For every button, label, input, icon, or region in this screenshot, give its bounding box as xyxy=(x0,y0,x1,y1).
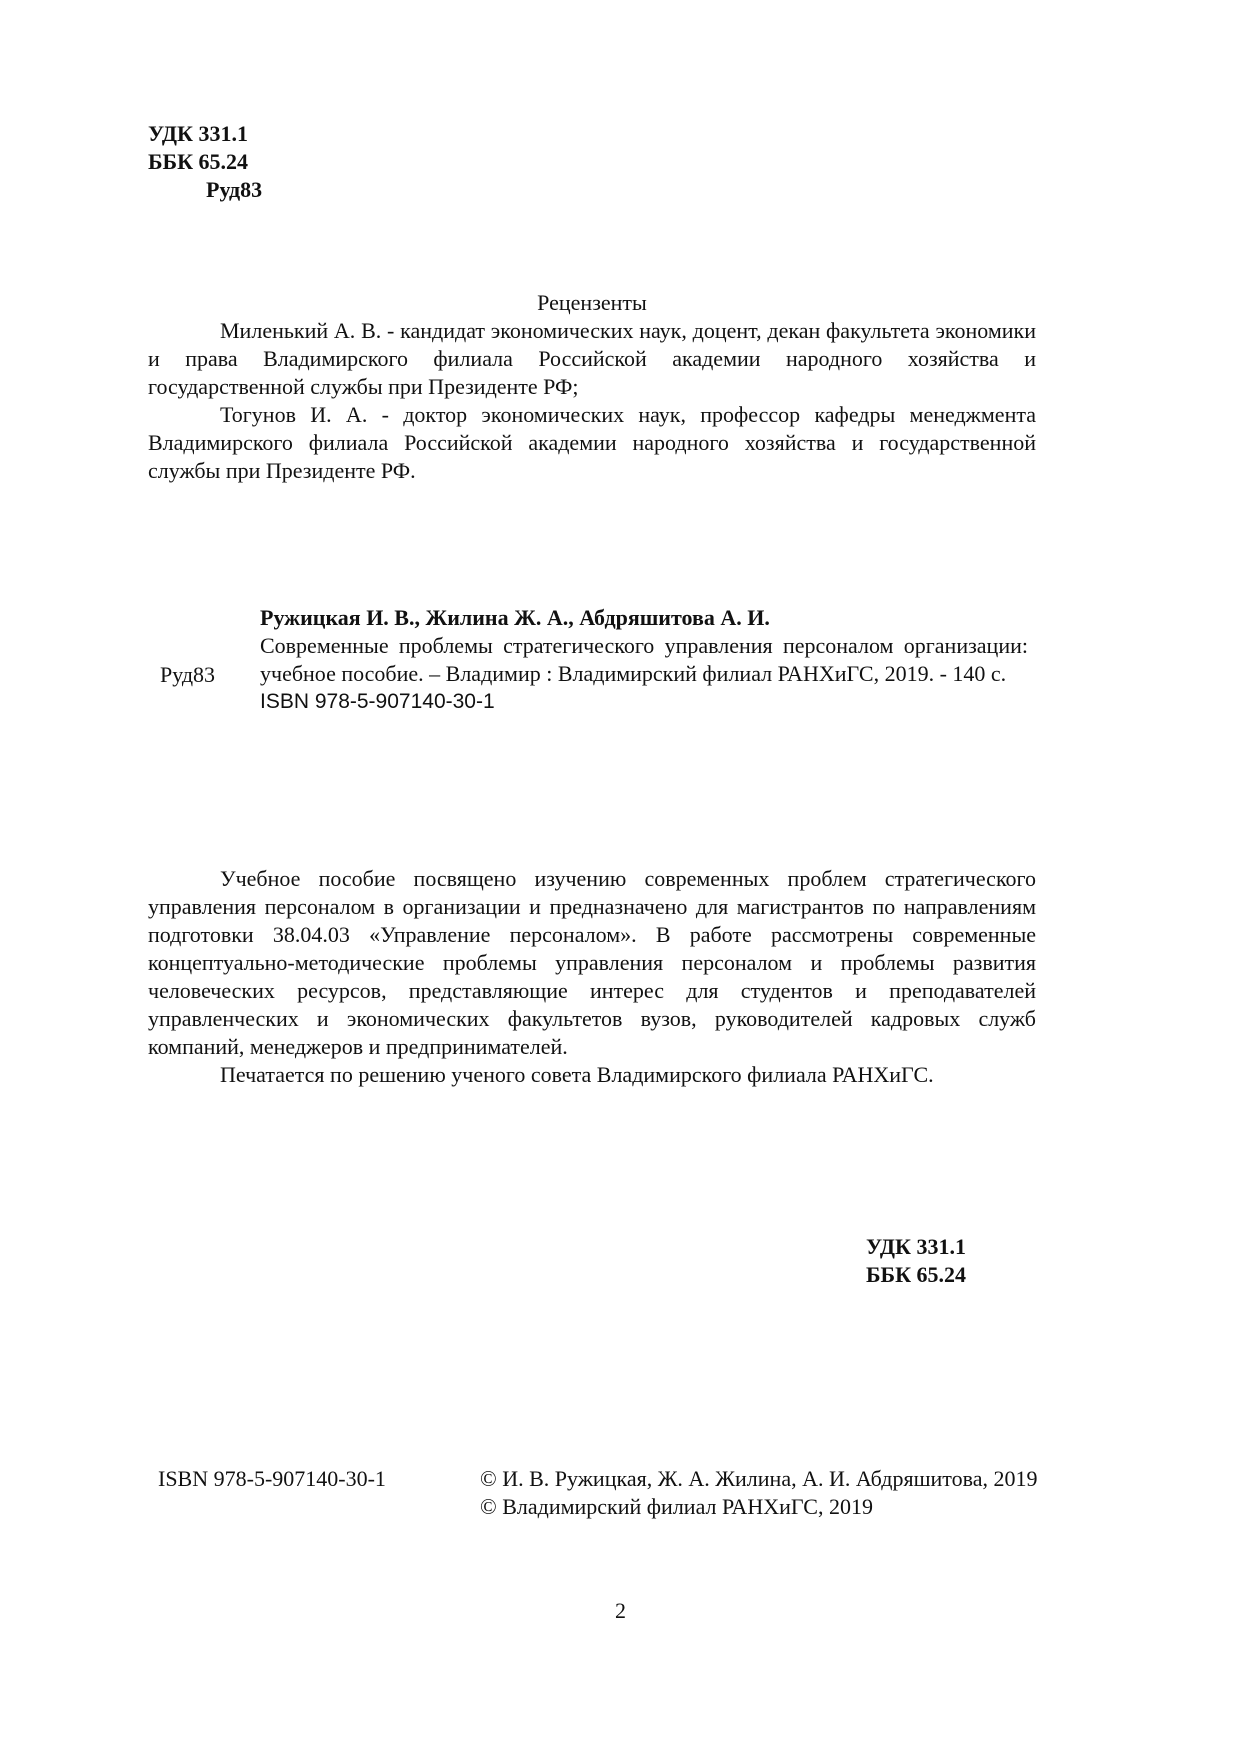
copyright-block xyxy=(158,1465,1078,1535)
reviewer-item: Тогунов И. А. - доктор экономических наук, профессор кафедры менеджмента Владимирского филиала Российской академии народного хозяйства и государственной службы при Президенте РФ. xyxy=(148,402,1036,483)
annotation-paragraph: Учебное пособие посвящено изучению современных проблем стратегического управления персоналом в организации и предназначено для магистрантов по направлениям подготовки 38.04.03 «Управление персоналом». В работе рассмотрены современные концептуально-методические проблемы управления персоналом и проблемы развития человеческих ресурсов, представляющие интерес для студентов и преподавателей управленческих и экономических факультетов вузов, руководителей кадровых служб компаний, менеджеров и предпринимателей. xyxy=(148,866,1036,1059)
udk-code: УДК 331.1 xyxy=(866,1234,967,1259)
bottom-classification-codes xyxy=(866,1233,1066,1289)
page-number: 2 xyxy=(615,1598,626,1623)
biblio-isbn: ISBN 978-5-907140-30-1 xyxy=(260,690,495,713)
copyright-publisher: © Владимирский филиал РАНХиГС, 2019 xyxy=(480,1494,873,1519)
reviewers-heading: Рецензенты xyxy=(537,290,647,315)
bbk-code: ББК 65.24 xyxy=(148,149,249,174)
reviewers-section xyxy=(148,289,1036,485)
biblio-author-sign: Руд83 xyxy=(160,662,216,687)
publication-note: Печатается по решению ученого совета Владимирского филиала РАНХиГС. xyxy=(220,1062,934,1087)
biblio-description: Современные проблемы стратегического управления персоналом организации: учебное пособие. – Владимир : Владимирский филиал РАНХиГС, 2019. - 140 с. xyxy=(260,633,1028,686)
biblio-authors: Ружицкая И. В., Жилина Ж. А., Абдряшитова А. И. xyxy=(260,605,770,630)
copyright-authors: © И. В. Ружицкая, Ж. А. Жилина, А. И. Абдряшитова, 2019 xyxy=(480,1466,1038,1491)
copyright-isbn: ISBN 978-5-907140-30-1 xyxy=(158,1466,386,1491)
udk-code: УДК 331.1 xyxy=(148,121,249,146)
bbk-code: ББК 65.24 xyxy=(866,1262,967,1287)
annotation-section xyxy=(148,865,1036,1089)
author-sign: Руд83 xyxy=(206,177,263,202)
bibliographic-record xyxy=(148,604,1028,716)
reviewer-item: Миленький А. В. - кандидат экономических наук, доцент, декан факультета экономики и права Владимирского филиала Российской академии народного хозяйства и государственной службы при Президенте РФ; xyxy=(148,318,1036,399)
top-classification-codes xyxy=(148,120,448,204)
